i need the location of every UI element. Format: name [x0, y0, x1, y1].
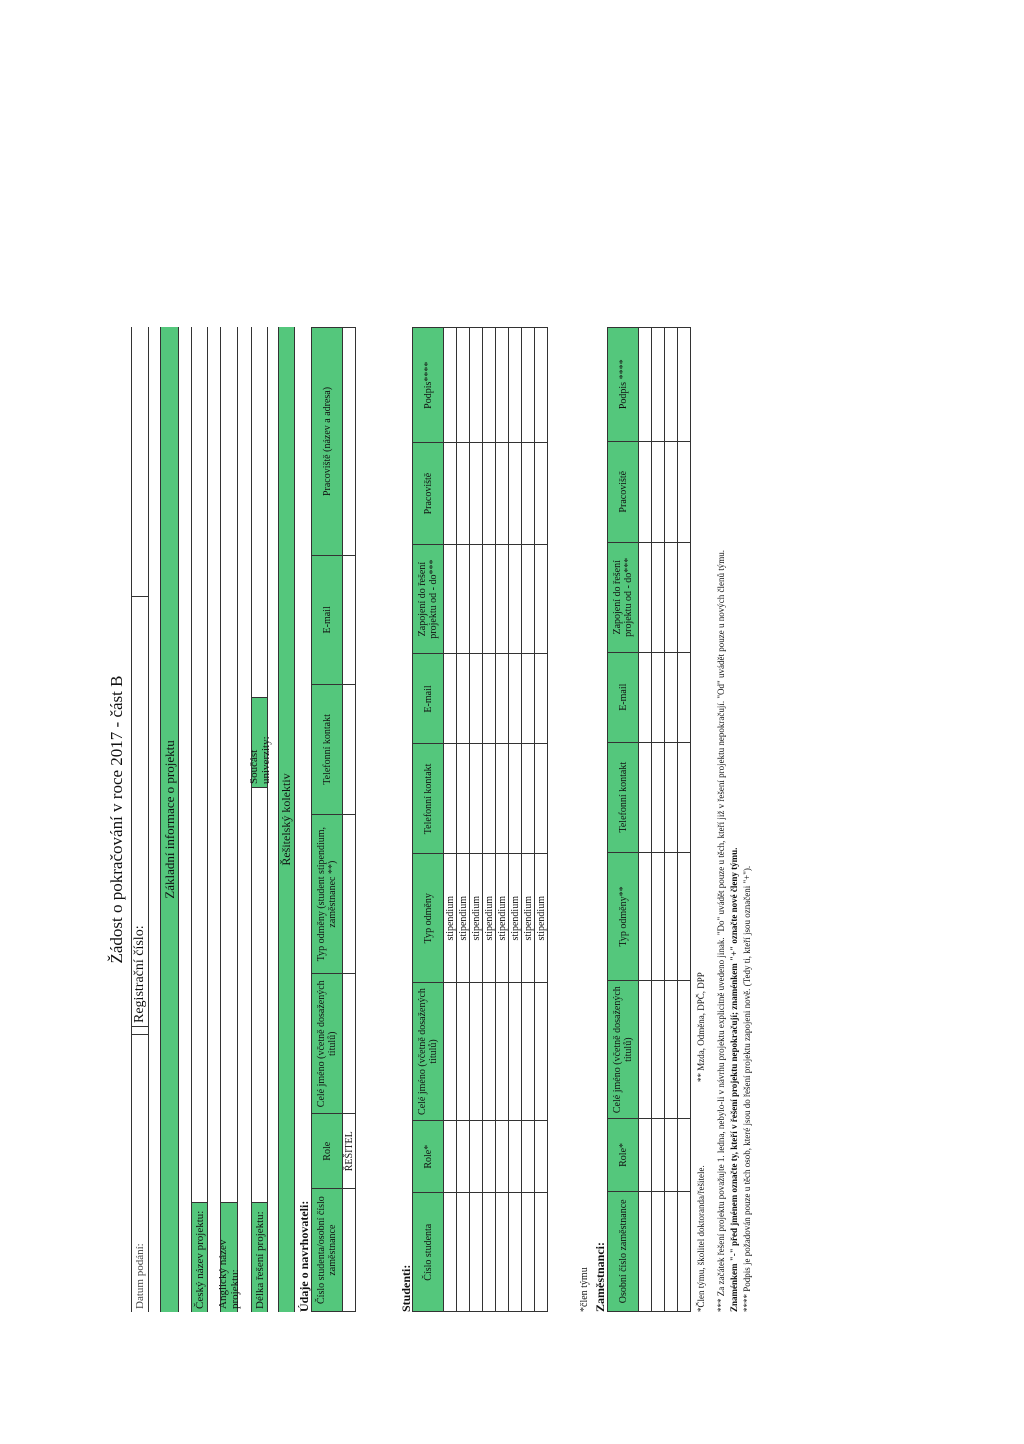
studenti-cell[interactable]: [509, 1120, 522, 1193]
zamestnanci-cell[interactable]: [665, 981, 678, 1119]
studenti-header-6: Zapojení do řešení projektu od - do***: [413, 544, 444, 654]
anglicky-nazev-label: Anglický název projektu:: [221, 1202, 237, 1312]
studenti-cell[interactable]: [496, 1193, 509, 1312]
studenti-row: [457, 328, 470, 1312]
studenti-cell[interactable]: [509, 1193, 522, 1312]
studenti-cell[interactable]: [457, 744, 470, 854]
studenti-cell[interactable]: [444, 744, 457, 854]
zamestnanci-cell[interactable]: [678, 981, 691, 1119]
zamestnanci-row: [678, 328, 691, 1312]
row-anglicky-nazev: [217, 327, 241, 1312]
studenti-cell[interactable]: [535, 654, 548, 744]
footnote-znamenka: Znaménkem "-" před jménem označte ty, kteří v řešení projektu nepokračují; znaménkem "+" označte nové členy týmu.: [729, 847, 739, 1312]
zamestnanci-cell[interactable]: [639, 328, 652, 442]
row-zakladni-info: [161, 327, 179, 1312]
studenti-cell[interactable]: [470, 1193, 483, 1312]
zamestnanci-header-2: Celé jméno (včetně dosažených titulů): [608, 981, 639, 1119]
studenti-cell[interactable]: [444, 544, 457, 654]
studenti-header-3: Typ odměny: [413, 854, 444, 983]
anglicky-nazev-field[interactable]: [221, 327, 237, 1202]
studenti-cell[interactable]: [470, 328, 483, 443]
studenti-header-8: Podpis****: [413, 328, 444, 443]
soucast-univerzity-field[interactable]: [252, 327, 267, 697]
footnote-podpis: **** Podpis je požadován pouze u těch osob, které jsou do řešení projektu zapojeni nově. (Tedy ti, kteří jsou označeni "+").: [742, 865, 752, 1312]
studenti-cell[interactable]: [483, 443, 496, 544]
studenti-cell[interactable]: [535, 544, 548, 654]
row-spacer-4: [238, 327, 252, 1312]
navrhovatel-pracoviste-cell[interactable]: [343, 328, 356, 556]
studenti-cell[interactable]: [522, 328, 535, 443]
studenti-cell[interactable]: [483, 654, 496, 744]
registracni-cislo-label: Registrační číslo:: [132, 596, 148, 1026]
zamestnanci-cell[interactable]: [678, 1119, 691, 1192]
zamestnanci-cell[interactable]: [639, 742, 652, 852]
zamestnanci-header-0: Osobní číslo zaměstnance: [608, 1191, 639, 1311]
studenti-cell[interactable]: [457, 983, 470, 1121]
studenti-cell[interactable]: [444, 328, 457, 443]
navrhovatel-heading: Údaje o navrhovateli:: [297, 1200, 311, 1312]
studenti-cell[interactable]: [496, 443, 509, 544]
studenti-heading: Studenti:: [399, 1264, 413, 1312]
studenti-row: [470, 328, 483, 1312]
studenti-cell[interactable]: [457, 328, 470, 443]
studenti-typ-odmeny-cell: stipendium: [457, 854, 470, 983]
navrhovatel-header-4: Telefonní kontakt: [312, 684, 343, 814]
studenti-cell[interactable]: [509, 983, 522, 1121]
studenti-typ-odmeny-cell: stipendium: [535, 854, 548, 983]
zamestnanci-cell[interactable]: [665, 1191, 678, 1311]
zamestnanci-table: [607, 327, 691, 1312]
studenti-typ-odmeny-cell: stipendium: [470, 854, 483, 983]
zamestnanci-header-6: Zapojení do řešení projektu od - do***: [608, 542, 639, 652]
zamestnanci-heading: Zaměstnanci:: [593, 1242, 607, 1312]
studenti-row: [483, 328, 496, 1312]
zamestnanci-cell[interactable]: [665, 652, 678, 742]
zamestnanci-cell[interactable]: [678, 542, 691, 652]
studenti-cell[interactable]: [496, 1120, 509, 1193]
zamestnanci-cell[interactable]: [665, 742, 678, 852]
delka-reseni-field[interactable]: [252, 787, 267, 1202]
navrhovatel-telefon-cell[interactable]: [343, 684, 356, 814]
zamestnanci-header-4: Telefonní kontakt: [608, 742, 639, 852]
studenti-cell[interactable]: [470, 443, 483, 544]
studenti-cell[interactable]: [444, 1120, 457, 1193]
zamestnanci-cell[interactable]: [678, 852, 691, 980]
footnote-typ-odmeny: ** Mzda, Odměna, DPČ, DPP: [696, 972, 706, 1082]
studenti-cell[interactable]: [496, 744, 509, 854]
zamestnanci-cell[interactable]: [665, 441, 678, 542]
studenti-header-4: Telefonní kontakt: [413, 744, 444, 854]
zamestnanci-cell[interactable]: [665, 542, 678, 652]
studenti-cell[interactable]: [483, 544, 496, 654]
zamestnanci-row: [652, 328, 665, 1312]
row-spacer-5: [268, 327, 279, 1312]
navrhovatel-cislo-cell[interactable]: [343, 1189, 356, 1312]
zakladni-informace-heading: Základní informace o projektu: [161, 740, 177, 899]
studenti-row: [522, 328, 535, 1312]
studenti-header-5: E-mail: [413, 654, 444, 744]
zamestnanci-header-5: E-mail: [608, 652, 639, 742]
zamestnanci-row: [665, 328, 678, 1312]
studenti-cell[interactable]: [470, 544, 483, 654]
studenti-cell[interactable]: [535, 983, 548, 1121]
studenti-cell[interactable]: [457, 544, 470, 654]
studenti-cell[interactable]: [470, 654, 483, 744]
registracni-cislo-field[interactable]: [132, 327, 148, 596]
studenti-cell[interactable]: [522, 1193, 535, 1312]
studenti-row: [535, 328, 548, 1312]
footnote-zacatek-reseni: *** Za začátek řešení projektu považujte 1. ledna, nebylo-li v návrhu projektu explicitně uvedeno jinak. "Do" uvádět pouze u těch, kteří již v řešení projektu nepokračují. "Od" uvádět pouze u nových členů týmu.: [716, 550, 726, 1312]
row-spacer-3: [208, 327, 221, 1312]
studenti-header-row: [413, 328, 444, 1312]
zamestnanci-cell[interactable]: [652, 652, 665, 742]
studenti-cell[interactable]: [483, 744, 496, 854]
navrhovatel-row: [343, 328, 356, 1312]
navrhovatel-header-3: Typ odměny (student stipendium, zaměstnanec **): [312, 815, 343, 974]
zamestnanci-cell[interactable]: [639, 652, 652, 742]
studenti-row: [509, 328, 522, 1312]
zamestnanci-cell[interactable]: [652, 328, 665, 442]
studenti-cell[interactable]: [483, 983, 496, 1121]
studenti-typ-odmeny-cell: stipendium: [496, 854, 509, 983]
studenti-cell[interactable]: [444, 443, 457, 544]
zamestnanci-cell[interactable]: [678, 328, 691, 442]
zamestnanci-cell[interactable]: [665, 1119, 678, 1192]
studenti-cell[interactable]: [522, 443, 535, 544]
zamestnanci-cell[interactable]: [678, 441, 691, 542]
zamestnanci-cell[interactable]: [652, 441, 665, 542]
studenti-header-2: Celé jméno (včetně dosažených titulů): [413, 983, 444, 1121]
studenti-header-0: Číslo studenta: [413, 1193, 444, 1312]
zamestnanci-cell[interactable]: [639, 542, 652, 652]
navrhovatel-header-6: Pracoviště (název a adresa): [312, 328, 343, 556]
zamestnanci-cell[interactable]: [639, 981, 652, 1119]
navrhovatel-odmena-cell[interactable]: [343, 815, 356, 974]
studenti-cell[interactable]: [509, 744, 522, 854]
studenti-cell[interactable]: [522, 1120, 535, 1193]
zamestnanci-cell[interactable]: [652, 981, 665, 1119]
navrhovatel-table: [311, 327, 356, 1312]
studenti-row: [496, 328, 509, 1312]
studenti-cell[interactable]: [509, 443, 522, 544]
zamestnanci-header-row: [608, 328, 639, 1312]
zamestnanci-cell[interactable]: [678, 652, 691, 742]
studenti-cell[interactable]: [444, 1193, 457, 1312]
studenti-cell[interactable]: [522, 654, 535, 744]
zamestnanci-cell[interactable]: [678, 1191, 691, 1311]
cesky-nazev-label: Český název projektu:: [192, 1202, 207, 1312]
studenti-cell[interactable]: [470, 744, 483, 854]
zamestnanci-header-8: Podpis ****: [608, 328, 639, 442]
studenti-typ-odmeny-cell: stipendium: [509, 854, 522, 983]
zamestnanci-cell[interactable]: [639, 1191, 652, 1311]
studenti-cell[interactable]: [457, 1193, 470, 1312]
studenti-cell[interactable]: [535, 443, 548, 544]
datum-podani-field[interactable]: [132, 1026, 148, 1034]
zamestnanci-cell[interactable]: [652, 542, 665, 652]
footnote-clen-tymu: *Člen týmu, školitel doktoranda/řešitele.: [696, 1165, 706, 1312]
studenti-cell[interactable]: [496, 328, 509, 443]
row-spacer-2: [179, 327, 192, 1312]
zamestnanci-cell[interactable]: [665, 852, 678, 980]
studenti-cell[interactable]: [457, 443, 470, 544]
studenti-typ-odmeny-cell: stipendium: [522, 854, 535, 983]
zamestnanci-cell[interactable]: [678, 742, 691, 852]
soucast-univerzity-label: Součást univerzity:: [252, 697, 267, 787]
studenti-cell[interactable]: [496, 983, 509, 1121]
row-cesky-nazev: [192, 327, 208, 1312]
studenti-cell[interactable]: [535, 328, 548, 443]
studenti-cell[interactable]: [535, 1193, 548, 1312]
zamestnanci-cell[interactable]: [639, 441, 652, 542]
studenti-cell[interactable]: [535, 1120, 548, 1193]
studenti-cell[interactable]: [483, 328, 496, 443]
studenti-cell[interactable]: [522, 544, 535, 654]
row-spacer-1: [149, 327, 161, 1312]
navrhovatel-role-cell: ŘEŠITEL: [343, 1114, 356, 1189]
zamestnanci-cell[interactable]: [639, 1119, 652, 1192]
studenti-cell[interactable]: [509, 654, 522, 744]
form-sheet: [107, 327, 807, 1312]
studenti-cell[interactable]: [483, 1120, 496, 1193]
navrhovatel-header-2: Celé jméno (včetně dosažených titulů): [312, 974, 343, 1114]
studenti-cell[interactable]: [457, 1120, 470, 1193]
zamestnanci-header-1: Role*: [608, 1119, 639, 1192]
studenti-cell[interactable]: [509, 544, 522, 654]
zamestnanci-header-7: Pracoviště: [608, 441, 639, 542]
row-datum: [131, 327, 149, 1312]
zamestnanci-cell[interactable]: [652, 1119, 665, 1192]
resitelsky-kolektiv-heading: Řešitelský kolektiv: [279, 773, 293, 866]
studenti-cell[interactable]: [470, 1120, 483, 1193]
navrhovatel-header-row: [312, 328, 343, 1312]
studenti-cell[interactable]: [522, 744, 535, 854]
datum-podani-label: Datum podání:: [132, 1034, 148, 1312]
row-resitelsky-kolektiv: [279, 327, 295, 1312]
studenti-header-7: Pracoviště: [413, 443, 444, 544]
navrhovatel-header-5: E-mail: [312, 555, 343, 684]
studenti-typ-odmeny-cell: stipendium: [444, 854, 457, 983]
cesky-nazev-field[interactable]: [192, 327, 207, 1202]
studenti-table: [412, 327, 548, 1312]
navrhovatel-header-1: Role: [312, 1114, 343, 1189]
studenti-cell[interactable]: [522, 983, 535, 1121]
zamestnanci-row: [639, 328, 652, 1312]
studenti-cell[interactable]: [457, 654, 470, 744]
zamestnanci-cell[interactable]: [665, 328, 678, 442]
navrhovatel-header-0: Číslo studenta/osobní číslo zaměstnance: [312, 1189, 343, 1312]
studenti-cell[interactable]: [535, 744, 548, 854]
studenti-row: [444, 328, 457, 1312]
zamestnanci-cell[interactable]: [652, 1191, 665, 1311]
studenti-cell[interactable]: [483, 1193, 496, 1312]
form-title: Žádost o pokračování v roce 2017 - část B: [107, 675, 126, 964]
studenti-cell[interactable]: [470, 983, 483, 1121]
studenti-cell[interactable]: [496, 654, 509, 744]
studenti-typ-odmeny-cell: stipendium: [483, 854, 496, 983]
zamestnanci-cell[interactable]: [652, 742, 665, 852]
studenti-cell[interactable]: [444, 983, 457, 1121]
studenti-cell[interactable]: [444, 654, 457, 744]
studenti-cell[interactable]: [509, 328, 522, 443]
studenti-header-1: Role*: [413, 1120, 444, 1193]
studenti-cell[interactable]: [496, 544, 509, 654]
clen-tymu-note: *člen týmu: [579, 1267, 590, 1312]
zamestnanci-cell[interactable]: [652, 852, 665, 980]
navrhovatel-email-cell[interactable]: [343, 555, 356, 684]
zamestnanci-cell[interactable]: [639, 852, 652, 980]
navrhovatel-jmeno-cell[interactable]: [343, 974, 356, 1114]
delka-reseni-label: Délka řešení projektu:: [252, 1202, 267, 1312]
zamestnanci-header-3: Typ odměny**: [608, 852, 639, 980]
row-delka-reseni: [247, 327, 272, 1312]
